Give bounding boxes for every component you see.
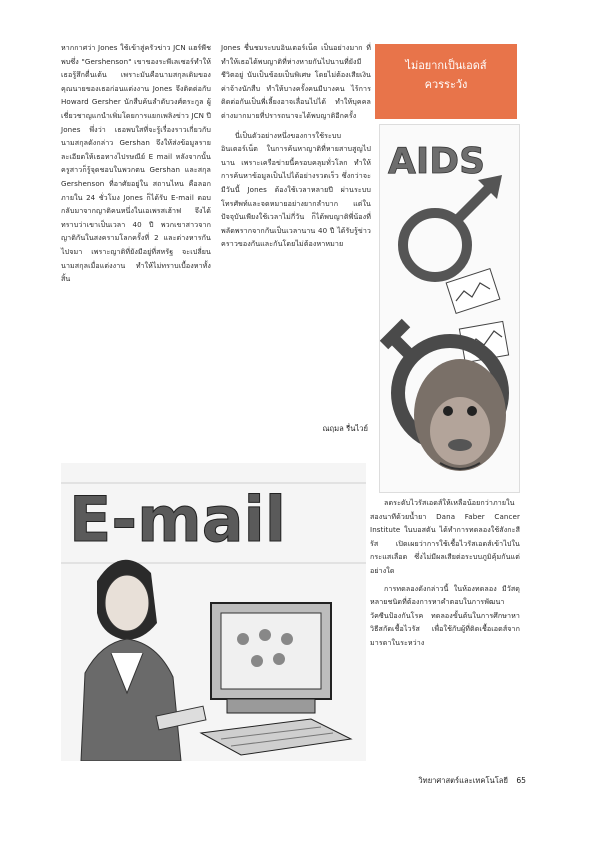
paragraph: Jones ชื่นชมระบบอินเตอร์เน็ต เป็นอย่างมาก ที่ทำให้เธอได้พบญาติที่ห่างหายกันไปนานที่ยังมีชีวิตอยู่ นับเป็นข้อยเป็นพิเศษ โดยไม่ต้องเสียเงินค่าจ้างนักสืบ ทำให้บางครั้งคนมีบางคน ไร้การติดต่อกันเป็นพี่เลี้ยงอาจเลื่อนไปได้ ทำให้บุคคลต่างมากมายที่ปรารถนาจะได้พบญาติอีกครั้ง xyxy=(221,43,371,120)
headline-line-1: ไม่อยากเป็นเอดส์ xyxy=(405,59,487,72)
monkey-face-icon xyxy=(414,359,506,471)
article-column-2 xyxy=(221,41,371,251)
aids-title: AIDS xyxy=(388,141,486,182)
headline-line-2: ควรระวัง xyxy=(424,78,468,91)
paragraph: หากกาศว่า Jones ใช้เข้าสู่ครัวข่าว JCN แฮร์พีชพบซึ่ง "Gershenson" เขาของระพีเลเซอร์ทำให้เธอรู้สึกตื่นเต้น เพราะมันคือนามสกุลเดิมของคุณนายของเธอก่อนแต่งงาน Jones จึงติดต่อกับ Howard Gersher นักสืบค้นลำดับวงศ์ตระกูล ผู้เชี่ยวชาญแกนำเพิ่มโดยการแยกเพลิงข่าว JCN ปี Jones พึ่งว่า เธอพบใสที่จะรู้เรื่องราวเกี่ยวกับนามสกุลดังกล่าว Gershan จึงให้ส่งข้อมูลรายละเอียดให้เธอทางไปรษณีย์ E mail หลังจากนั้นครูสาวก็รู้จุดชอบในพวกตน Gershan และสกุล Gershenson ที่อาศัยอยู่ใน สถานไหน คือลอก ภายใน 24 ชั่วโมง Jones ก็ได้รับ E-mail ตอบกลับมาจากญาติคนหนึ่งในเอเพรสเฮ้าฟ จึงได้ทราบว่าเขาเป็นเวลา 40 ปี พวกเขาสาวจากญาติกันในสงครามโลกครั้งที่ 2 และต่างหารกันไปจมา เพราะญาติที่ยังมีอยู่ที่สหรัฐ จะเปลี่ยนนามสกุลเมื่อแต่งงาน ทำให้ไม่ทราบเบื้องหาทั้งสิ้น xyxy=(61,43,211,284)
page-number: 65 xyxy=(516,776,526,785)
paragraph: นี่เป็นตัวอย่างหนึ่งของการใช้ระบบอินเตอร์เน็ต ในการค้นหาญาติที่หายสาบสูญไปนาน เพราะเครือข่ายนี้ครอบคลุมทั่วโลก ทำให้การค้นหาข้อมูลเป็นไปได้อย่างรวดเร็ว ซึ่งกว่าจะมีวันนี้ Jones ต้องใช้เวลาหลายปี ผ่านระบบโทรศัพท์และจดหมายอย่างยากลำบาก แต่ในปัจจุบันเพียงใช้เวลาไม่กี่วัน ก็ได้พบญาติพี่น้องที่พลัดพรากจากกันเป็นเวลานาน 40 ปี ได้รับรู้ข่าวคราวของกันและกันโดยไม่ต้องหาหมาย xyxy=(221,130,371,249)
email-illustration-svg xyxy=(61,463,366,761)
paragraph: การทดลองดังกล่าวนี้ ในห้องทดลอง มีวัสดุหลายชนิดที่ต้องการหาคำตอบในการพัฒนาวัคซีนป้องกันโรค ทดลองขั้นต้นในการศึกษาหาวิธีสกัดเชื้อไวรัส เพื่อใช้กับผู้ที่ติดเชื้อเอดส์จากมารดาในระหว่าง xyxy=(370,583,520,647)
aids-illustration xyxy=(379,124,520,493)
email-illustration xyxy=(61,463,366,761)
section-headline-box xyxy=(375,44,517,119)
page-footer xyxy=(396,775,526,787)
article-column-1 xyxy=(61,41,211,286)
article-column-3 xyxy=(370,496,520,650)
aids-illustration-svg xyxy=(380,125,519,492)
author-byline: ณฤมล รื่นไวย์ xyxy=(322,424,368,433)
email-title: E-mail xyxy=(69,483,287,556)
monitor-icon xyxy=(211,603,331,713)
paragraph: ลดระดับไวรัสเอดส์ให้เหลือน้อยกว่าภายในสองนาทีด้วยน้ำยา Dana Faber Cancer Institute ในบอสตัน ได้ทำการทดลองใช้สังกะสีรัส เปิดเผยว่าการใช้เชื้อไวรัสเอดส์เข้าไปในกระแสเลือด ซึ่งไม่มีผลเสียต่อระบบภูมิคุ้มกันแต่อย่างใด xyxy=(370,498,520,575)
footer-title: วิทยาศาสตร์และเทคโนโลยี xyxy=(418,776,508,785)
